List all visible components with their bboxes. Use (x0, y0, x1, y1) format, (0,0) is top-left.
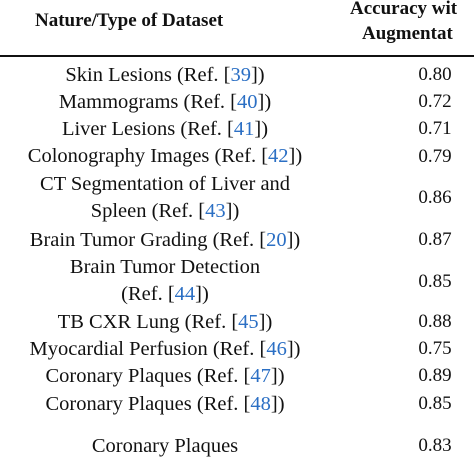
reference-link[interactable]: 47 (250, 365, 271, 387)
dataset-name-text: Mammograms (Ref. [ (58, 91, 238, 113)
dataset-name-line (0, 228, 330, 252)
accuracy-value: 0.72 (418, 91, 452, 112)
reference-close: ]) (250, 64, 265, 86)
reference-close: ]) (257, 91, 272, 113)
reference-link[interactable]: 41 (233, 118, 255, 140)
dataset-name-line (0, 90, 330, 114)
dataset-name-line (0, 117, 330, 141)
reference-link[interactable]: 44 (174, 283, 196, 305)
reference-close: ]) (195, 283, 209, 305)
dataset-name-text: Brain Tumor Detection (69, 256, 261, 278)
dataset-name-text: Myocardial Perfusion (Ref. [ (29, 338, 267, 360)
accuracy-value: 0.86 (418, 187, 452, 208)
dataset-name-line (0, 392, 330, 416)
reference-link[interactable]: 39 (230, 64, 251, 86)
dataset-name-line (0, 172, 330, 196)
dataset-name-line (0, 255, 330, 279)
dataset-name-line (0, 364, 330, 388)
reference-close: ]) (288, 145, 303, 167)
dataset-name-text: Skin Lesions (Ref. [ (65, 64, 231, 86)
accuracy-value: 0.80 (418, 64, 452, 85)
dataset-name-line (0, 337, 330, 361)
dataset-name-text: Colonography Images (Ref. [ (27, 145, 269, 167)
dataset-name-line (0, 310, 330, 334)
accuracy-value: 0.83 (418, 435, 452, 456)
dataset-name-line (0, 434, 330, 458)
dataset-name-line (0, 282, 330, 306)
accuracy-value: 0.87 (418, 229, 452, 250)
reference-link[interactable]: 48 (250, 393, 271, 415)
dataset-name-text: CT Segmentation of Liver and (39, 173, 291, 195)
dataset-name-line (0, 63, 330, 87)
header-accuracy-line1: Accuracy wit (350, 0, 458, 19)
reference-close: ]) (286, 338, 301, 360)
accuracy-value: 0.71 (418, 118, 452, 139)
reference-close: ]) (270, 365, 285, 387)
accuracy-value: 0.89 (418, 365, 452, 386)
accuracy-value: 0.75 (418, 338, 452, 359)
reference-link[interactable]: 40 (237, 91, 258, 113)
dataset-name-text: Coronary Plaques (Ref. [ (45, 393, 251, 415)
header-rule (0, 55, 474, 57)
reference-link[interactable]: 45 (238, 311, 259, 333)
reference-close: ]) (286, 229, 301, 251)
dataset-name-text: Coronary Plaques (Ref. [ (45, 365, 251, 387)
dataset-name-text: Spleen (Ref. [ (90, 200, 206, 222)
reference-link[interactable]: 20 (266, 229, 287, 251)
dataset-name-text: Liver Lesions (Ref. [ (61, 118, 234, 140)
dataset-name-line (0, 199, 330, 223)
accuracy-value: 0.79 (418, 146, 452, 167)
dataset-name-text: TB CXR Lung (Ref. [ (57, 311, 239, 333)
reference-link[interactable]: 46 (266, 338, 287, 360)
reference-close: ]) (258, 311, 273, 333)
accuracy-value: 0.88 (418, 311, 452, 332)
header-dataset-type: Nature/Type of Dataset (35, 10, 224, 31)
reference-link[interactable]: 43 (205, 200, 226, 222)
reference-close: ]) (270, 393, 285, 415)
dataset-name-text: (Ref. [ (121, 283, 175, 305)
reference-close: ]) (225, 200, 240, 222)
header-accuracy-line2: Augmentat (362, 23, 453, 44)
dataset-name-line (0, 144, 330, 168)
reference-close: ]) (254, 118, 269, 140)
accuracy-value: 0.85 (418, 393, 452, 414)
reference-link[interactable]: 42 (268, 145, 289, 167)
dataset-name-text: Brain Tumor Grading (Ref. [ (29, 229, 267, 251)
dataset-name-text: Coronary Plaques (91, 435, 239, 457)
accuracy-value: 0.85 (418, 271, 452, 292)
